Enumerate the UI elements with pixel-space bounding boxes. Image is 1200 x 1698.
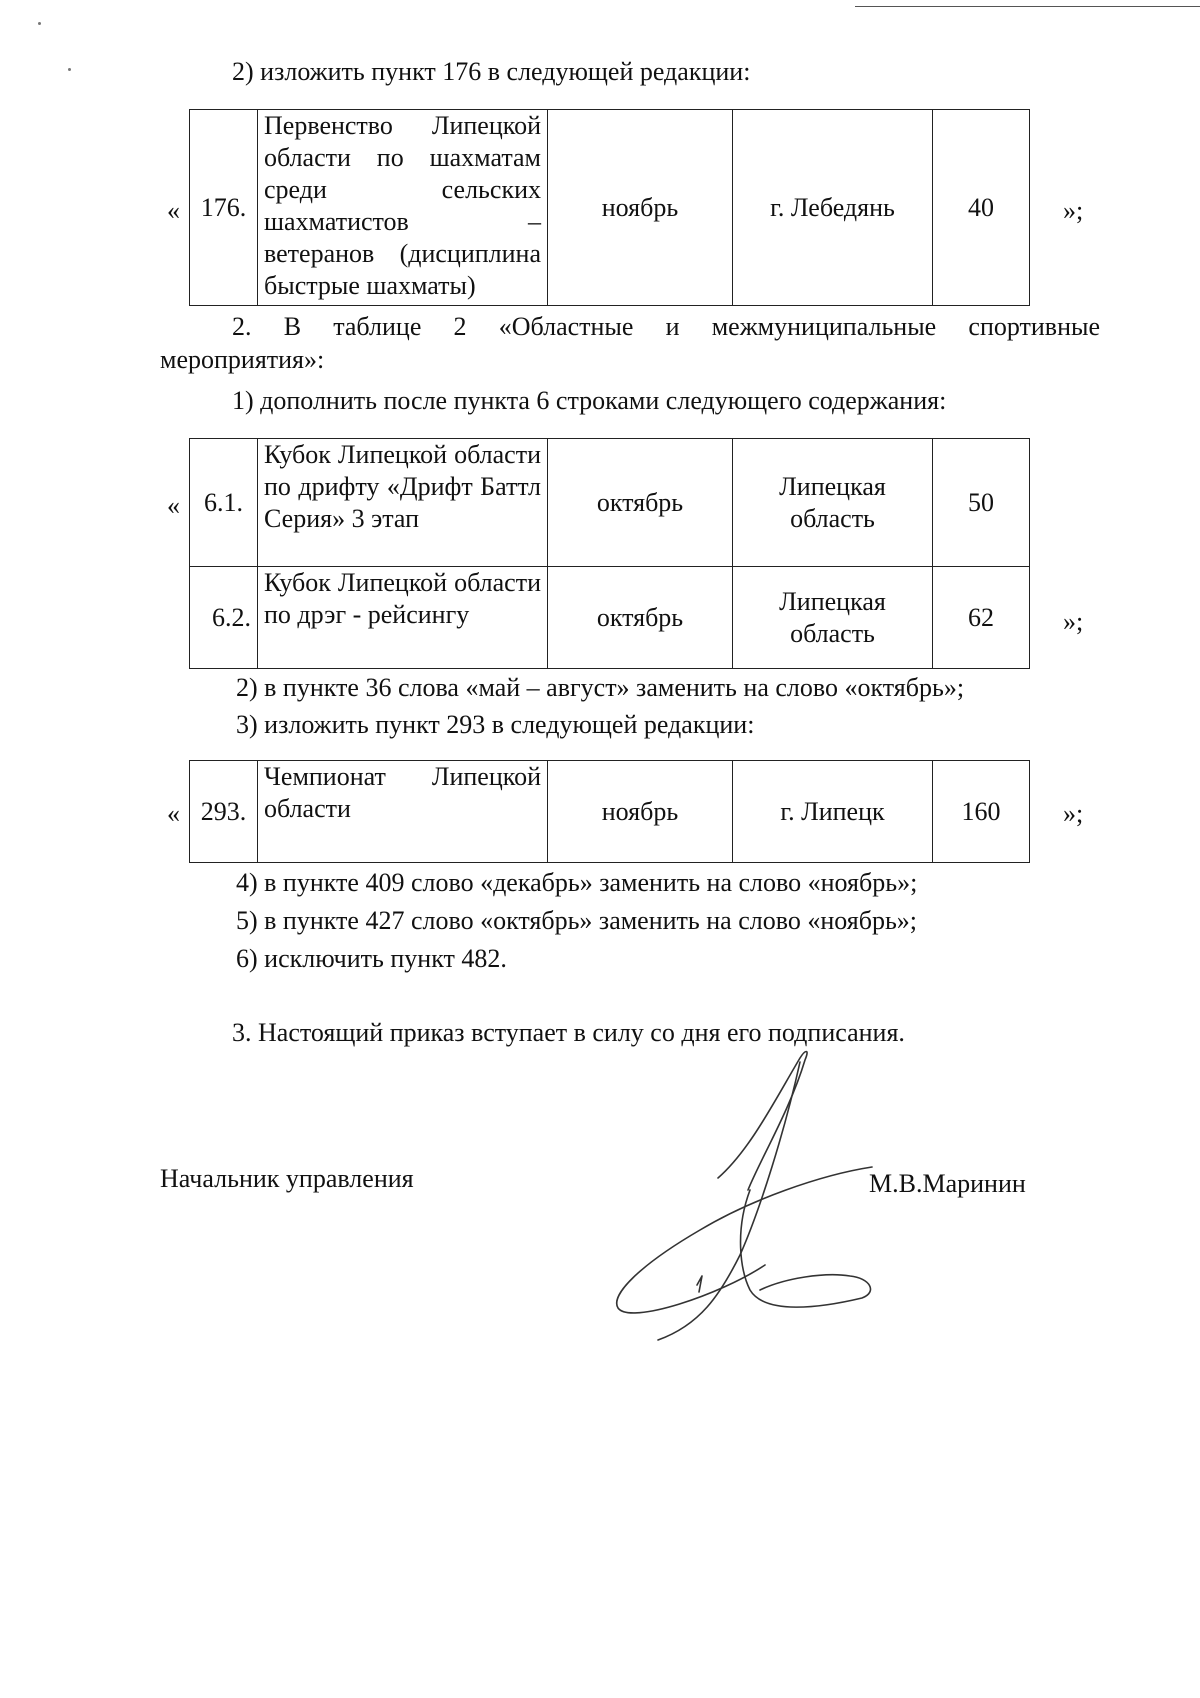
event-name: Первенство Липецкой области по шахматам среди сельских шахматистов – ветеранов (дисциплина быстрые шахматы) xyxy=(264,111,541,300)
handwritten-signature xyxy=(600,1040,960,1360)
event-place: Липецкая область xyxy=(733,439,933,567)
signatory-title: Начальник управления xyxy=(160,1164,414,1193)
open-quote: « xyxy=(167,799,180,828)
table-row xyxy=(190,110,1030,306)
event-name-cell xyxy=(258,761,548,863)
table-row xyxy=(190,761,1030,863)
para-2-line-2: мероприятия»: xyxy=(160,345,325,374)
event-month: октябрь xyxy=(548,439,733,567)
table-item-293 xyxy=(189,760,1030,863)
event-month: ноябрь xyxy=(548,761,733,863)
table-items-6 xyxy=(189,438,1030,669)
para-2-item-5: 5) в пункте 427 слово «октябрь» заменить на слово «ноябрь»; xyxy=(236,906,918,935)
table-row xyxy=(190,567,1030,669)
event-place: Липецкая область xyxy=(733,567,933,669)
signatory-name: М.В.Маринин xyxy=(869,1169,1026,1198)
event-name: Кубок Липецкой области по дрифту «Дрифт Баттл Серия» 3 этап xyxy=(264,440,541,533)
para-3: 3. Настоящий приказ вступает в силу со дня его подписания. xyxy=(232,1018,905,1047)
event-place: г. Лебедянь xyxy=(733,110,933,306)
close-quote: »; xyxy=(1063,196,1084,225)
event-name-cell xyxy=(258,567,548,669)
table-item-176 xyxy=(189,109,1030,306)
row-number: 6.2. xyxy=(190,567,258,669)
open-quote: « xyxy=(167,196,180,225)
row-number: 176. xyxy=(190,110,258,306)
participant-count: 50 xyxy=(933,439,1030,567)
event-month: ноябрь xyxy=(548,110,733,306)
row-number: 293. xyxy=(190,761,258,863)
event-place: г. Липецк xyxy=(733,761,933,863)
participant-count: 62 xyxy=(933,567,1030,669)
para-2-item-2: 2) в пункте 36 слова «май – август» заменить на слово «октябрь»; xyxy=(236,673,965,702)
table-row xyxy=(190,439,1030,567)
para-2-item-1: 1) дополнить после пункта 6 строками следующего содержания: xyxy=(232,386,947,415)
close-quote: »; xyxy=(1063,607,1084,636)
participant-count: 160 xyxy=(933,761,1030,863)
event-month: октябрь xyxy=(548,567,733,669)
event-name: Кубок Липецкой области по дрэг - рейсингу xyxy=(264,568,541,629)
para-2-item-4: 4) в пункте 409 слово «декабрь» заменить на слово «ноябрь»; xyxy=(236,868,918,897)
scan-speck xyxy=(68,68,71,71)
para-1-item-2: 2) изложить пункт 176 в следующей редакции: xyxy=(232,57,751,86)
row-number: 6.1. xyxy=(190,439,258,567)
event-name-cell xyxy=(258,110,548,306)
open-quote: « xyxy=(167,491,180,520)
close-quote: »; xyxy=(1063,799,1084,828)
participant-count: 40 xyxy=(933,110,1030,306)
scan-edge-line xyxy=(855,6,1200,7)
para-2-item-3: 3) изложить пункт 293 в следующей редакции: xyxy=(236,710,755,739)
event-name-cell xyxy=(258,439,548,567)
para-2-item-6: 6) исключить пункт 482. xyxy=(236,944,507,973)
scan-speck xyxy=(38,22,41,25)
para-2-line-1: 2. В таблице 2 «Областные и межмуниципальные спортивные xyxy=(232,312,1100,341)
event-name: Чемпионат Липецкой области xyxy=(264,762,541,823)
